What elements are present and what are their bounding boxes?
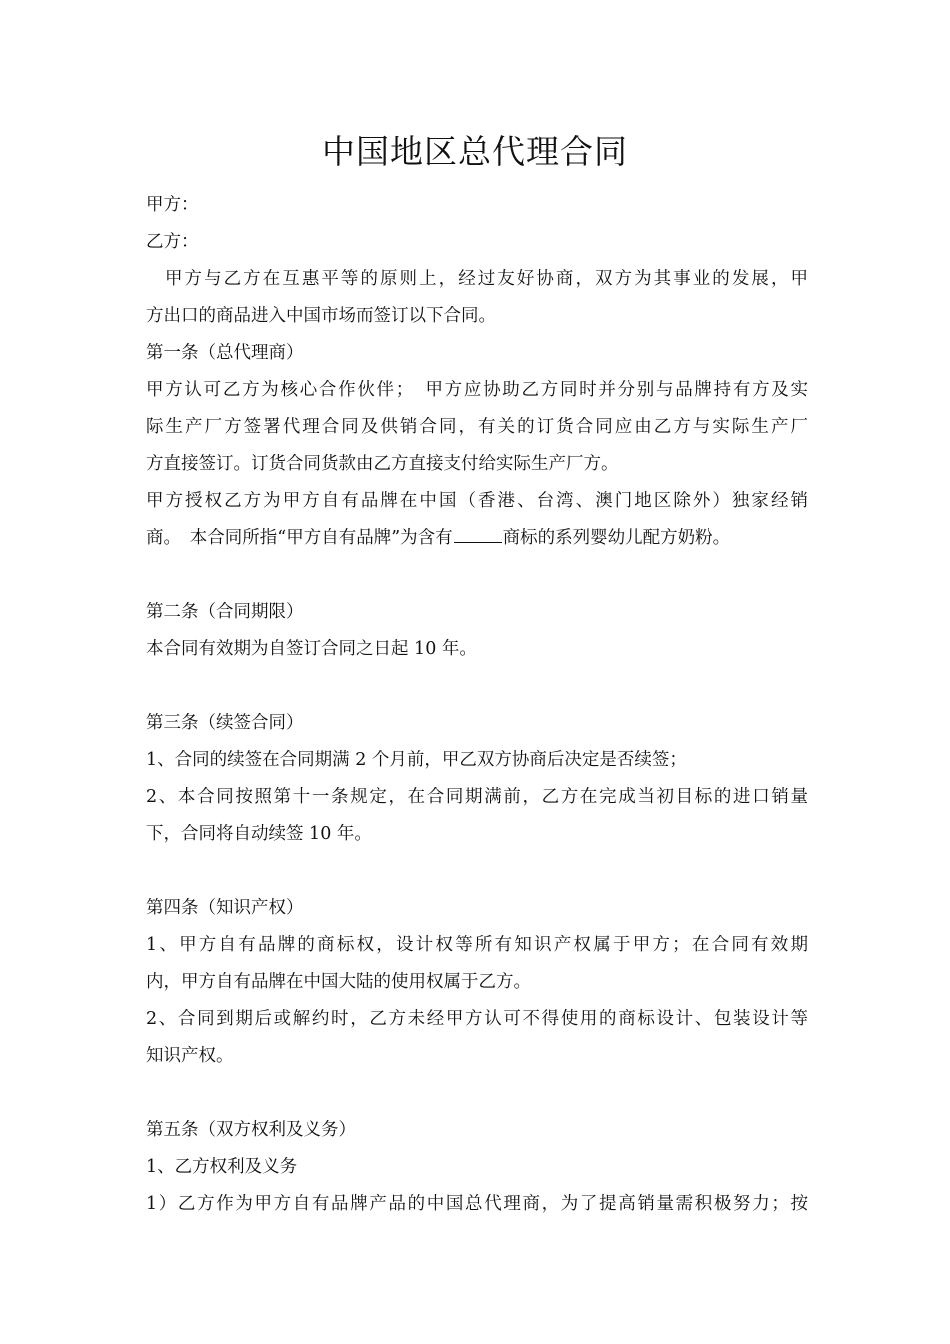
article-1-last-line: [146, 520, 808, 557]
preamble-line: 方出口的商品进入中国市场而签订以下合同。: [146, 306, 496, 326]
article-1-line: 甲方授权乙方为甲方自有品牌在中国（香港、台湾、澳门地区除外）独家经销: [146, 491, 808, 511]
article-2-line: 本合同有效期为自签订合同之日起 10 年。: [146, 639, 477, 659]
article-3-line: 2、本合同按照第十一条规定，在合同期满前，乙方在完成当初目标的进口销量: [146, 787, 808, 807]
document-body: [146, 187, 808, 1223]
article-4-line: 知识产权。: [146, 1046, 234, 1066]
spacer: [146, 853, 808, 890]
article-3-line: 下，合同将自动续签 10 年。: [146, 824, 372, 844]
spacer: [146, 557, 808, 594]
article-1-text-before-blank: 商。 本合同所指“甲方自有品牌”为含有: [146, 528, 453, 548]
article-4-heading: 第四条（知识产权）: [146, 898, 304, 918]
preamble-line: 甲方与乙方在互惠平等的原则上，经过友好协商，双方为其事业的发展，甲: [165, 269, 808, 289]
article-1-line: 方直接签订。订货合同货款由乙方直接支付给实际生产厂方。: [146, 454, 619, 474]
article-4-line: 1、甲方自有品牌的商标权，设计权等所有知识产权属于甲方；在合同有效期: [146, 935, 808, 955]
article-5-line: 1、乙方权利及义务: [146, 1157, 298, 1177]
document-title: 中国地区总代理合同: [322, 132, 628, 171]
article-5-line: 1）乙方作为甲方自有品牌产品的中国总代理商，为了提高销量需积极努力；按: [146, 1194, 808, 1214]
spacer: [146, 1075, 808, 1112]
article-1-heading: 第一条（总代理商）: [146, 343, 304, 363]
article-4-line: 2、合同到期后或解约时，乙方未经甲方认可不得使用的商标设计、包装设计等: [146, 1009, 808, 1029]
spacer: [146, 668, 808, 705]
party-a-label: 甲方：: [146, 195, 199, 215]
article-4-line: 内，甲方自有品牌在中国大陆的使用权属于乙方。: [146, 972, 531, 992]
article-1-line: 甲方认可乙方为核心合作伙伴； 甲方应协助乙方同时并分别与品牌持有方及实: [146, 380, 808, 400]
article-5-heading: 第五条（双方权利及义务）: [146, 1120, 356, 1140]
article-2-heading: 第二条（合同期限）: [146, 602, 304, 622]
article-1-line: 际生产厂方签署代理合同及供销合同，有关的订货合同应由乙方与实际生产厂: [146, 417, 808, 437]
brand-blank-underline: [454, 524, 502, 543]
article-3-line: 1、合同的续签在合同期满 2 个月前，甲乙双方协商后决定是否续签；: [146, 750, 687, 770]
article-3-heading: 第三条（续签合同）: [146, 713, 304, 733]
party-b-label: 乙方：: [146, 232, 199, 252]
article-1-text-after-blank: 商标的系列婴幼儿配方奶粉。: [502, 528, 731, 548]
